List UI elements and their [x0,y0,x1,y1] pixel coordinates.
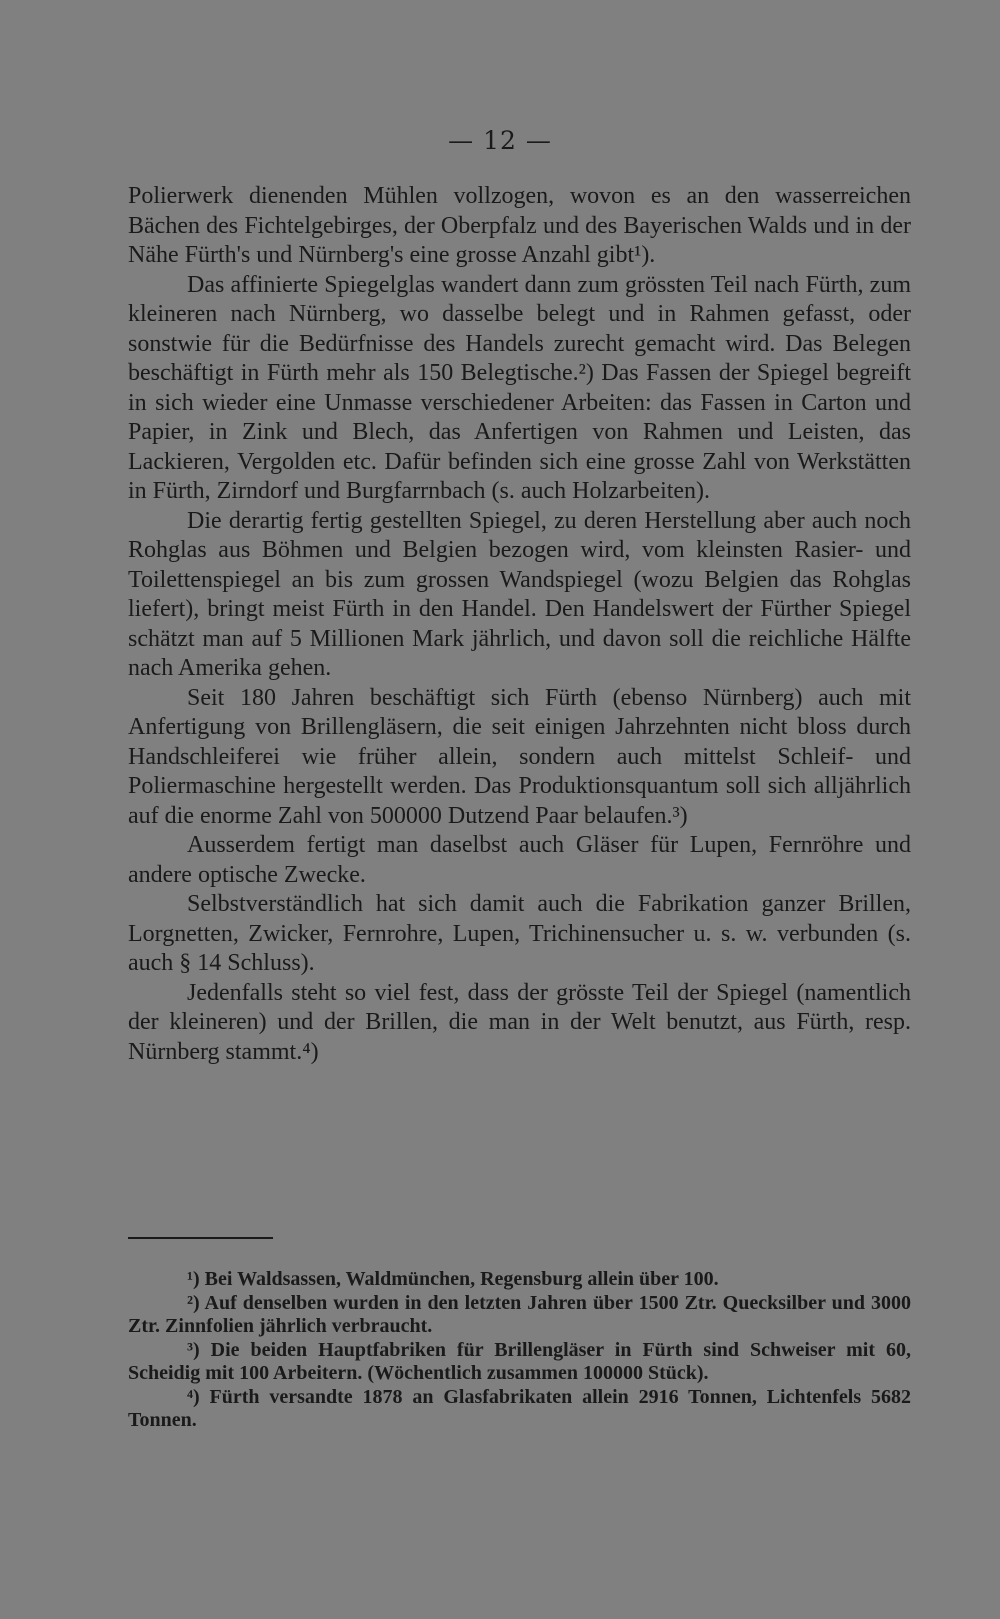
page-number: — 12 — [448,126,552,155]
body-text [128,182,911,1067]
paragraph-7: Jedenfalls steht so viel fest, dass der grösste Teil der Spiegel (namentlich der kleineren) und der Brillen, die man in der Welt benutzt, aus Fürth, resp. Nürnberg stammt.⁴) [128,979,911,1065]
footnote-divider [128,1237,273,1239]
paragraph-4: Seit 180 Jahren beschäftigt sich Fürth (ebenso Nürnberg) auch mit Anfertigung von Brillengläsern, die seit einigen Jahrzehnten nicht bloss durch Handschleiferei wie früher allein, sondern auch mittelst Schleif- und Poliermaschine hergestellt werden. Das Produktionsquantum soll sich alljährlich auf die enorme Zahl von 500000 Dutzend Paar belaufen.³) [128,684,911,829]
paragraph-5: Ausserdem fertigt man daselbst auch Gläser für Lupen, Fernröhre und andere optische Zwecke. [128,832,911,888]
paragraph-1: Polierwerk dienenden Mühlen vollzogen, wovon es an den wasserreichen Bächen des Fichtelgebirges, der Oberpfalz und des Bayerischen Walds und in der Nähe Fürth's und Nürnberg's eine grosse Anzahl gibt¹). [128,183,911,268]
paragraph-2: Das affinierte Spiegelglas wandert dann zum grössten Teil nach Fürth, zum kleineren nach Nürnberg, wo dasselbe belegt und in Rahmen gefasst, oder sonstwie für die Bedürfnisse des Handels zurecht gemacht wird. Das Belegen beschäftigt in Fürth mehr als 150 Belegtische.²) Das Fassen der Spiegel begreift in sich wieder eine Unmasse verschiedener Arbeiten: das Fassen in Carton und Papier, in Zink und Blech, das Anfertigen von Rahmen und Leisten, das Lackieren, Vergolden etc. Dafür befinden sich eine grosse Zahl von Werkstätten in Fürth, Zirndorf und Burgfarrnbach (s. auch Holzarbeiten). [128,271,911,504]
footnote-4: ⁴) Fürth versandte 1878 an Glasfabrikaten allein 2916 Tonnen, Lichtenfels 5682 Tonnen. [128,1385,911,1431]
footnote-1: ¹) Bei Waldsassen, Waldmünchen, Regensburg allein über 100. [187,1268,719,1290]
paragraph-6: Selbstverständlich hat sich damit auch die Fabrikation ganzer Brillen, Lorgnetten, Zwicker, Fernrohre, Lupen, Trichinensucher u. s. w. verbunden (s. auch § 14 Schluss). [128,891,911,976]
footnote-3: ³) Die beiden Hauptfabriken für Brillengläser in Fürth sind Schweiser mit 60, Scheidig mit 100 Arbeitern. (Wöchentlich zusammen 100000 Stück). [128,1338,911,1384]
footnotes [128,1268,911,1433]
footnote-2: ²) Auf denselben wurden in den letzten Jahren über 1500 Ztr. Quecksilber und 3000 Ztr. Zinnfolien jährlich verbraucht. [128,1291,911,1337]
paragraph-3: Die derartig fertig gestellten Spiegel, zu deren Herstellung aber auch noch Rohglas aus Böhmen und Belgien bezogen wird, vom kleinsten Rasier- und Toilettenspiegel an bis zum grossen Wandspiegel (wozu Belgien das Rohglas liefert), bringt meist Fürth in den Handel. Den Handelswert der Fürther Spiegel schätzt man auf 5 Millionen Mark jährlich, und davon soll die reichliche Hälfte nach Amerika gehen. [128,507,911,681]
